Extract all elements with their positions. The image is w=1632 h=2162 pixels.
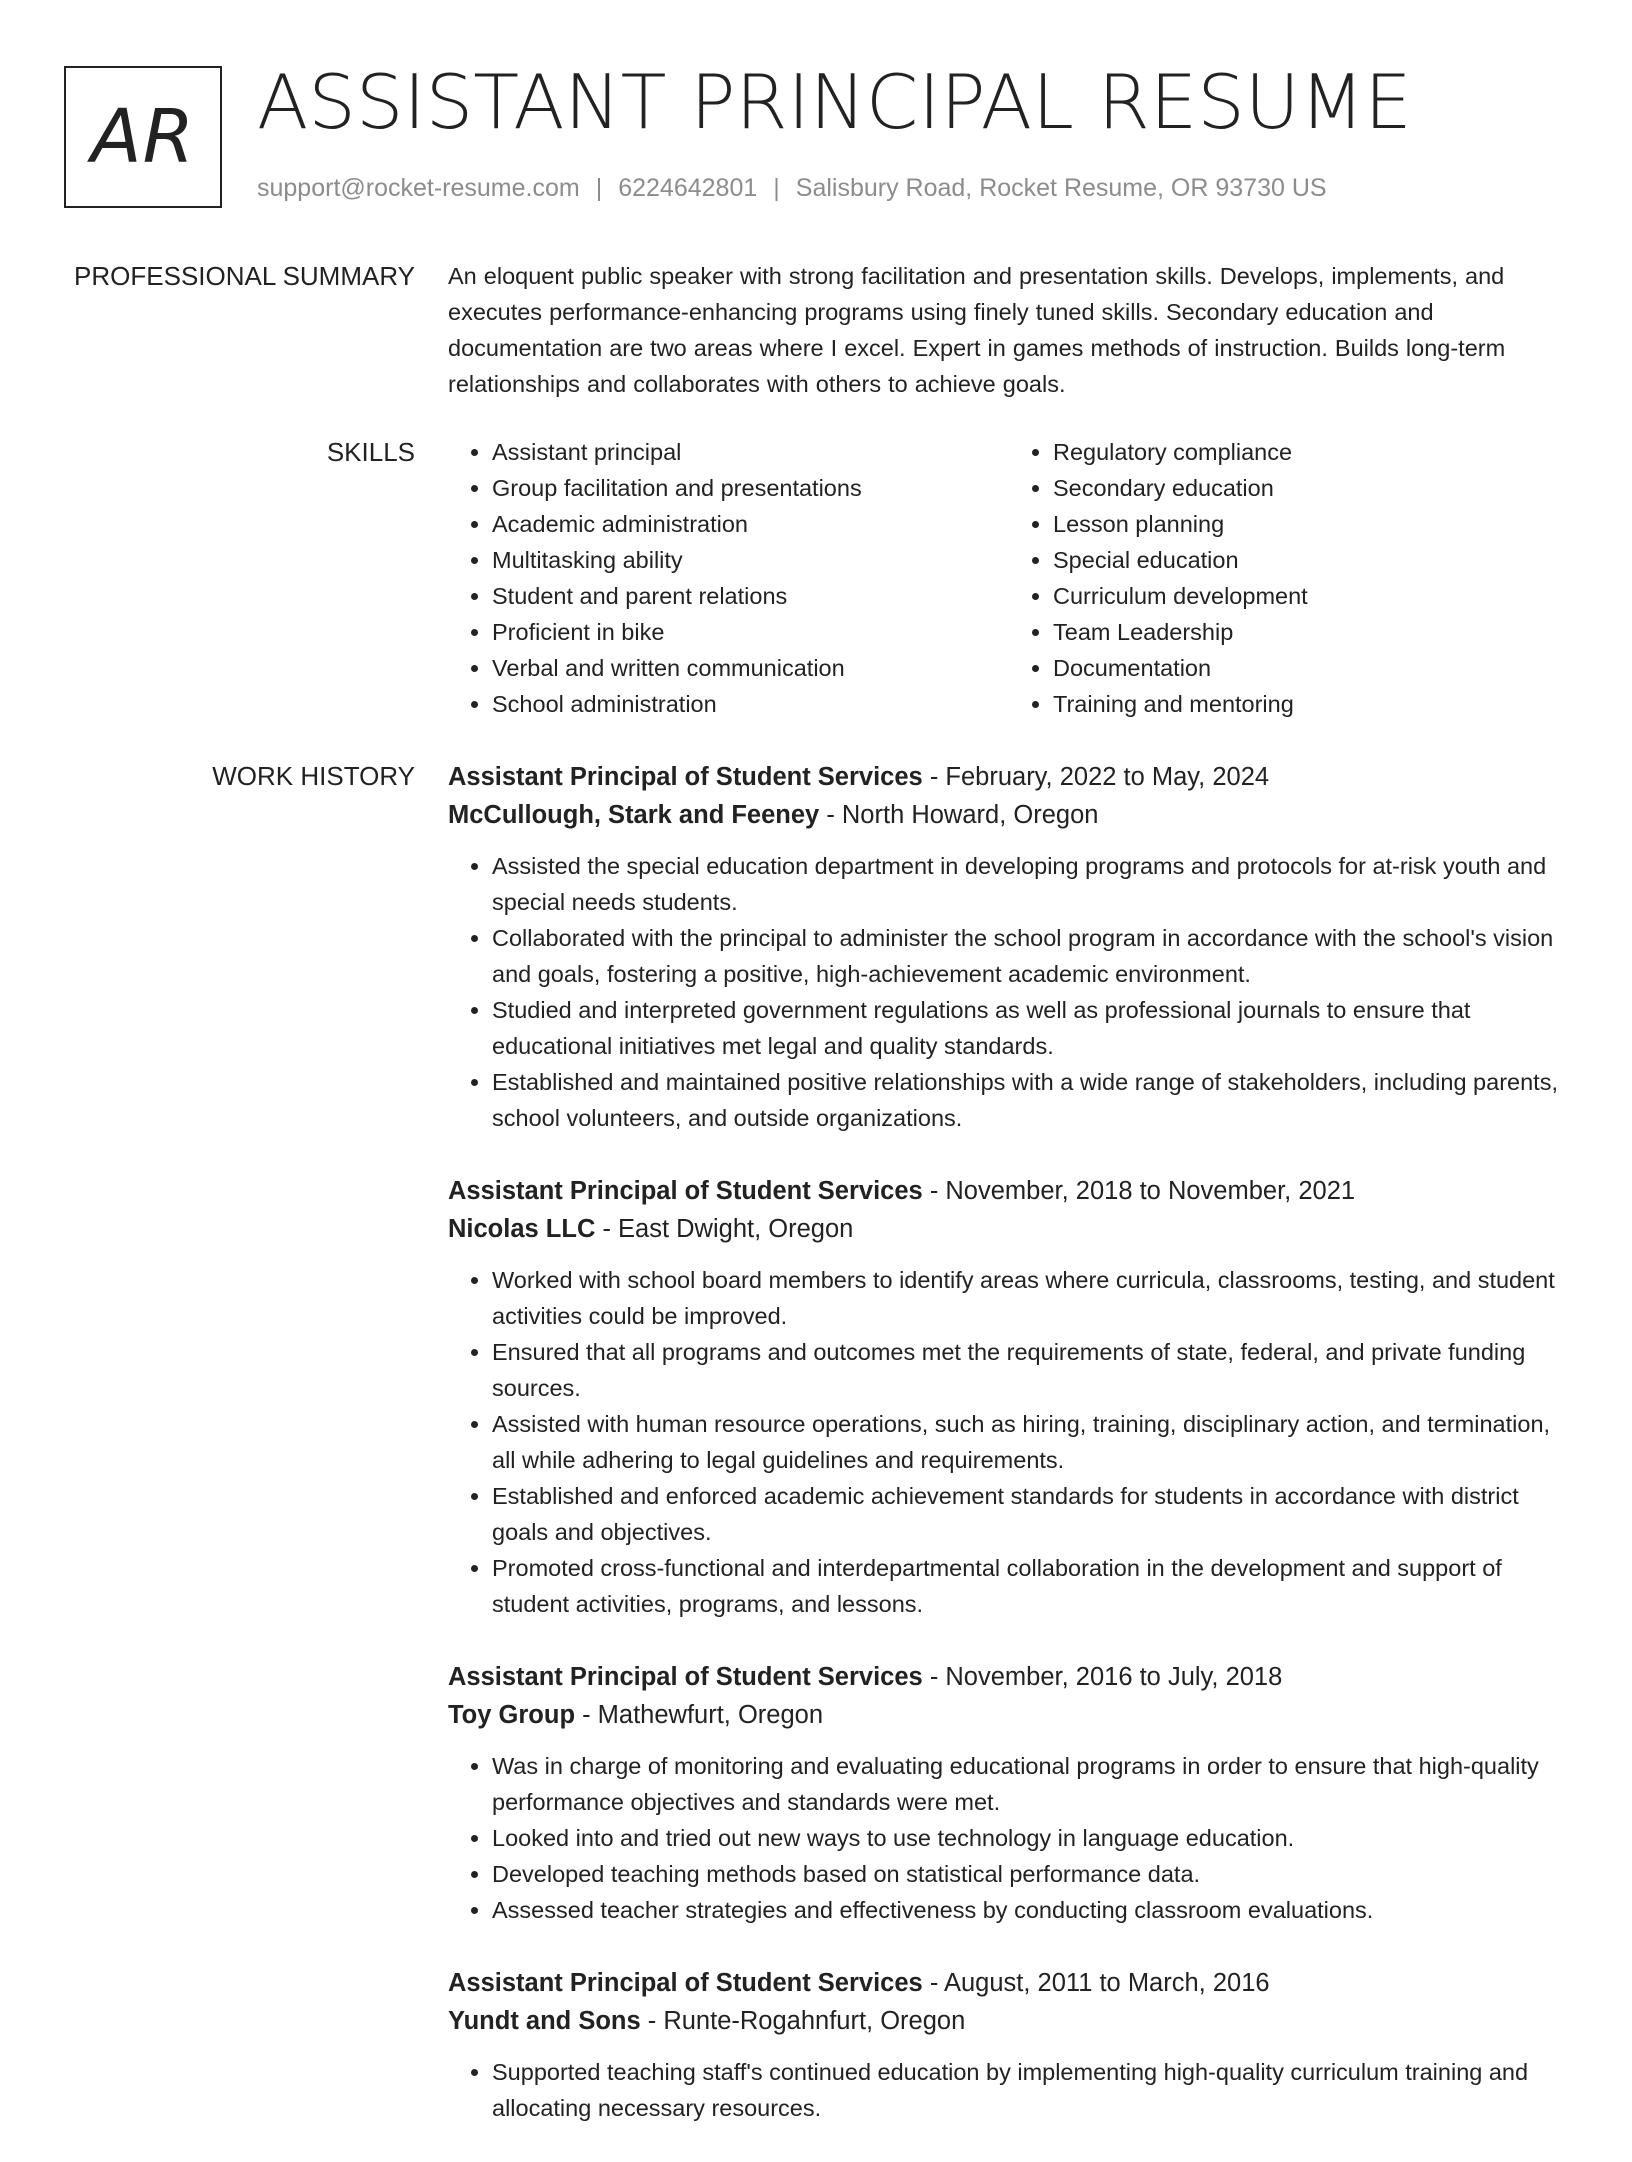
summary-heading: PROFESSIONAL SUMMARY xyxy=(74,261,415,291)
skills-heading: SKILLS xyxy=(326,437,415,467)
skill-item: • Training and mentoring xyxy=(1053,686,1570,722)
contact-separator: | xyxy=(595,174,603,202)
skill-item: • Group facilitation and presentations xyxy=(492,470,1009,506)
monogram-initials: AR xyxy=(90,94,196,180)
job-title: Assistant Principal of Student Services xyxy=(448,763,923,791)
skill-item: • Assistant principal xyxy=(492,434,1009,470)
job-company: Toy Group xyxy=(448,1701,576,1729)
job-bullets xyxy=(448,848,1570,1136)
job-entry xyxy=(448,758,1570,1136)
job-bullets xyxy=(448,2054,1570,2126)
job-bullet: • Collaborated with the principal to administer the school program in accordance with the school's vision and goals, fostering a positive, high-achievement academic environment. xyxy=(492,920,1570,992)
job-title: Assistant Principal of Student Services xyxy=(448,1969,923,1997)
skills-list-left xyxy=(448,434,1009,722)
job-company-line xyxy=(448,1210,1570,1248)
resume-title: ASSISTANT PRINCIPAL RESUME xyxy=(257,58,1412,146)
job-bullet: • Established and enforced academic achievement standards for students in accordance with district goals and objectives. xyxy=(492,1478,1570,1550)
skill-item: • Academic administration xyxy=(492,506,1009,542)
work-history-body xyxy=(448,758,1570,2162)
job-title-line xyxy=(448,1658,1570,1696)
job-title: Assistant Principal of Student Services xyxy=(448,1663,923,1691)
skill-item: • Team Leadership xyxy=(1053,614,1570,650)
job-location: - Mathewfurt, Oregon xyxy=(575,1701,824,1729)
monogram-box xyxy=(64,66,222,208)
skill-item: • Special education xyxy=(1053,542,1570,578)
job-entry xyxy=(448,1964,1570,2126)
job-bullet: • Assisted the special education department in developing programs and protocols for at-risk youth and special needs students. xyxy=(492,848,1570,920)
skill-item: • Secondary education xyxy=(1053,470,1570,506)
job-company: Yundt and Sons xyxy=(448,2007,641,2035)
work-history-heading: WORK HISTORY xyxy=(212,761,415,791)
skill-item: • Curriculum development xyxy=(1053,578,1570,614)
job-bullet: • Promoted cross-functional and interdepartmental collaboration in the development and support of student activities, programs, and lessons. xyxy=(492,1550,1570,1622)
skill-item: • Student and parent relations xyxy=(492,578,1009,614)
skill-item: • Proficient in bike xyxy=(492,614,1009,650)
job-company-line xyxy=(448,2002,1570,2040)
job-title-line xyxy=(448,758,1570,796)
contact-separator: | xyxy=(773,174,780,202)
job-title-line xyxy=(448,1172,1570,1210)
contact-address: Salisbury Road, Rocket Resume, OR 93730 US xyxy=(795,174,1327,202)
job-bullet: • Developed teaching methods based on statistical performance data. xyxy=(492,1856,1570,1892)
contact-email[interactable]: support@rocket-resume.com xyxy=(257,174,580,202)
skills-columns xyxy=(448,434,1570,722)
job-dates: - August, 2011 to March, 2016 xyxy=(922,1969,1270,1997)
contact-line xyxy=(257,174,1327,203)
job-title-line xyxy=(448,1964,1570,2002)
job-location: - East Dwight, Oregon xyxy=(595,1215,854,1243)
job-bullet: • Established and maintained positive relationships with a wide range of stakeholders, including parents, school volunteers, and outside organizations. xyxy=(492,1064,1570,1136)
summary-body xyxy=(448,258,1570,402)
skill-item: • Regulatory compliance xyxy=(1053,434,1570,470)
job-entry xyxy=(448,1658,1570,1928)
contact-phone[interactable]: 6224642801 xyxy=(618,174,758,202)
skills-list-right xyxy=(1009,434,1570,722)
job-company: McCullough, Stark and Feeney xyxy=(448,801,820,829)
job-bullet: • Looked into and tried out new ways to use technology in language education. xyxy=(492,1820,1570,1856)
job-bullet: • Supported teaching staff's continued education by implementing high-quality curriculum training and allocating necessary resources. xyxy=(492,2054,1570,2126)
skill-item: • Documentation xyxy=(1053,650,1570,686)
skill-item: • Verbal and written communication xyxy=(492,650,1009,686)
skill-item: • Lesson planning xyxy=(1053,506,1570,542)
job-bullets xyxy=(448,1748,1570,1928)
job-bullet: • Was in charge of monitoring and evaluating educational programs in order to ensure that high-quality performance objectives and standards were met. xyxy=(492,1748,1570,1820)
skill-item: • School administration xyxy=(492,686,1009,722)
job-bullet: • Studied and interpreted government regulations as well as professional journals to ensure that educational initiatives met legal and quality standards. xyxy=(492,992,1570,1064)
skill-item: • Multitasking ability xyxy=(492,542,1009,578)
job-dates: - November, 2016 to July, 2018 xyxy=(922,1663,1283,1691)
job-dates: - November, 2018 to November, 2021 xyxy=(922,1177,1356,1205)
job-bullet: • Ensured that all programs and outcomes met the requirements of state, federal, and private funding sources. xyxy=(492,1334,1570,1406)
job-bullets xyxy=(448,1262,1570,1622)
job-location: - Runte-Rogahnfurt, Oregon xyxy=(640,2007,966,2035)
job-bullet: • Assisted with human resource operations, such as hiring, training, disciplinary action, and termination, all while adhering to legal guidelines and requirements. xyxy=(492,1406,1570,1478)
summary-text: An eloquent public speaker with strong facilitation and presentation skills. Develops, implements, and executes performance-enhancing programs using finely tuned skills. Secondary education and documentation are two areas where I excel. Expert in games methods of instruction. Builds long-term relationships and collaborates with others to achieve goals. xyxy=(448,263,1506,397)
job-dates: - February, 2022 to May, 2024 xyxy=(922,763,1270,791)
job-bullet: • Assessed teacher strategies and effectiveness by conducting classroom evaluations. xyxy=(492,1892,1570,1928)
job-company-line xyxy=(448,1696,1570,1734)
job-title: Assistant Principal of Student Services xyxy=(448,1177,923,1205)
job-company: Nicolas LLC xyxy=(448,1215,596,1243)
job-company-line xyxy=(448,796,1570,834)
skills-body xyxy=(448,434,1570,722)
job-location: - North Howard, Oregon xyxy=(819,801,1099,829)
job-bullet: • Worked with school board members to identify areas where curricula, classrooms, testing, and student activities could be improved. xyxy=(492,1262,1570,1334)
job-entry xyxy=(448,1172,1570,1622)
